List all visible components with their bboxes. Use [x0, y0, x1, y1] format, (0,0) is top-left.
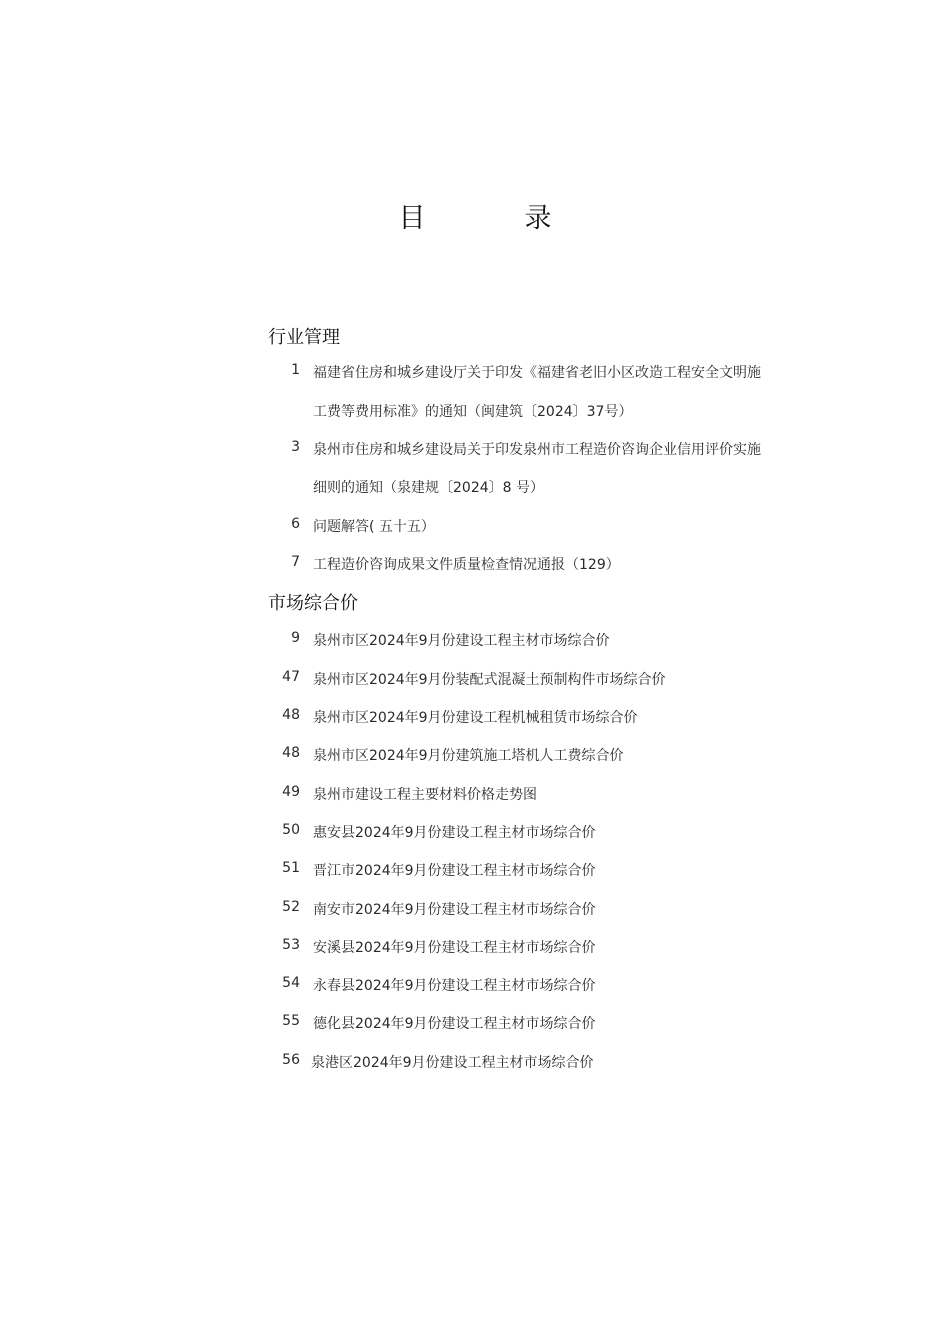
toc-page-number: 54 [282, 975, 300, 991]
toc-page-number: 51 [282, 860, 300, 876]
toc-page-number: 6 [291, 516, 300, 532]
toc-page-number: 9 [291, 630, 300, 646]
toc-page-number: 50 [282, 822, 300, 838]
toc-page-number: 3 [291, 439, 300, 455]
toc-entry-continuation[interactable]: 工费等费用标准》的通知（闽建筑〔2024〕37号） [313, 404, 633, 420]
toc-entry-title: 泉州市建设工程主要材料价格走势图 [313, 787, 537, 803]
toc-page-number: 47 [282, 669, 300, 685]
toc-entry-title: 泉州市区2024年9月份装配式混凝土预制构件市场综合价 [313, 672, 666, 688]
toc-entry-title: 福建省住房和城乡建设厅关于印发《福建省老旧小区改造工程安全文明施 [313, 365, 761, 381]
toc-entry-title: 问题解答( 五十五） [313, 519, 435, 535]
toc-page-number: 55 [282, 1013, 300, 1029]
toc-entry-title: 泉州市住房和城乡建设局关于印发泉州市工程造价咨询企业信用评价实施 [313, 442, 761, 458]
toc-entry-title: 泉州市区2024年9月份建设工程机械租赁市场综合价 [313, 710, 638, 726]
toc-page-number: 49 [282, 784, 300, 800]
toc-page-number: 7 [291, 554, 300, 570]
toc-entry-title: 工程造价咨询成果文件质量检查情况通报（129） [313, 557, 620, 573]
toc-page-number: 48 [282, 745, 300, 761]
toc-entry-title: 永春县2024年9月份建设工程主材市场综合价 [313, 978, 596, 994]
toc-page-number: 56 [282, 1052, 300, 1068]
toc-entry-title: 泉州市区2024年9月份建筑施工塔机人工费综合价 [313, 748, 624, 764]
toc-entry-title: 德化县2024年9月份建设工程主材市场综合价 [313, 1016, 596, 1032]
toc-entry-title: 安溪县2024年9月份建设工程主材市场综合价 [313, 940, 596, 956]
toc-entry-title: 泉港区2024年9月份建设工程主材市场综合价 [311, 1055, 594, 1071]
toc-entry-title: 惠安县2024年9月份建设工程主材市场综合价 [313, 825, 596, 841]
section-heading: 市场综合价 [268, 593, 358, 614]
page-title: 目 录 [398, 203, 588, 234]
toc-entry-title: 南安市2024年9月份建设工程主材市场综合价 [313, 902, 596, 918]
toc-entry-title: 泉州市区2024年9月份建设工程主材市场综合价 [313, 633, 610, 649]
toc-page-number: 53 [282, 937, 300, 953]
toc-entry-continuation[interactable]: 细则的通知（泉建规〔2024〕8 号） [313, 480, 544, 496]
toc-page-number: 48 [282, 707, 300, 723]
toc-page-number: 52 [282, 899, 300, 915]
toc-entry-title: 晋江市2024年9月份建设工程主材市场综合价 [313, 863, 596, 879]
toc-page-number: 1 [291, 362, 300, 378]
section-heading: 行业管理 [268, 327, 340, 348]
